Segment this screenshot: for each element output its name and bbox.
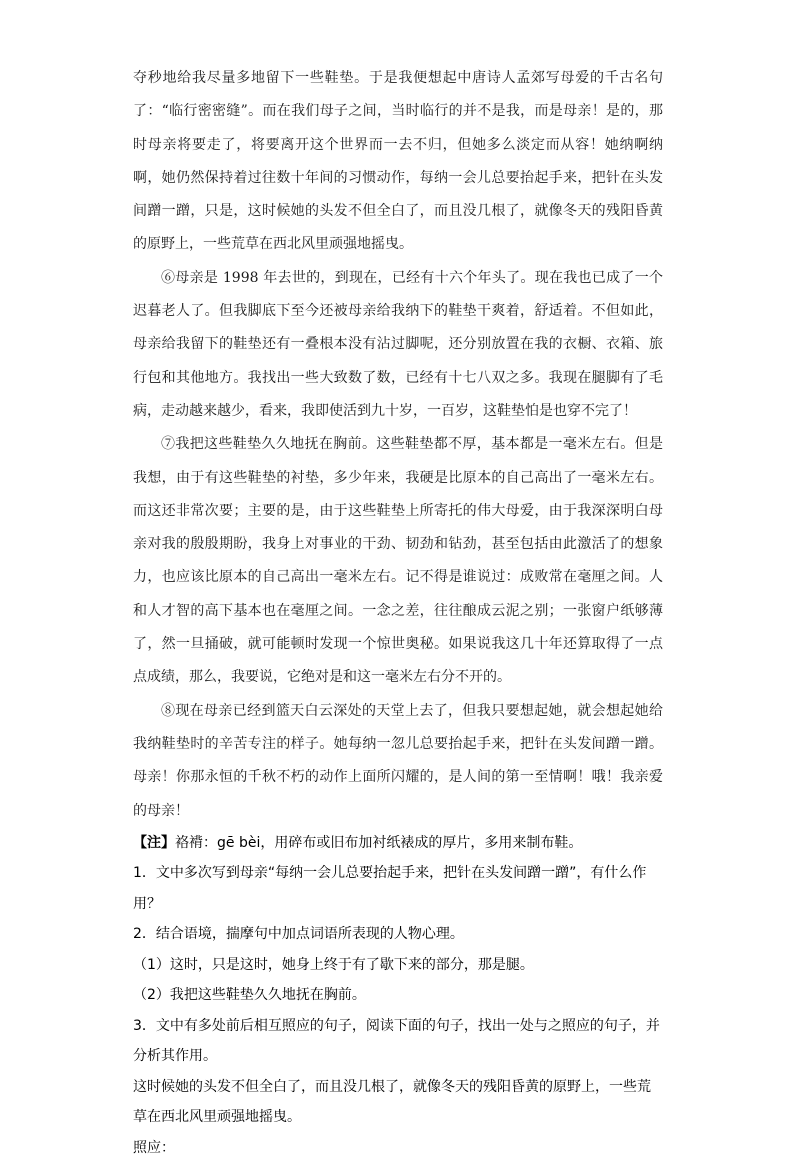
question-3-quoted-sentence: 这时候她的头发不但全白了，而且没几根了，就像冬天的残阳昏黄的原野上，一些荒草在西北风里顽强地摇曳。 [133, 1078, 651, 1126]
article-paragraph-5-continued: 夺秒地给我尽量多地留下一些鞋垫。于是我便想起中唐诗人孟郊写母爱的千古名句了：“临行密密缝”。而在我们母子之间，当时临行的并不是我，而是母亲！是的，那时母亲将要走了，将要离开这个世界而一去不归，但她多么淡定而从容！她纳啊纳啊，她仍然保持着过往数十年间的习惯动作，每纳一会儿总要抬起手来，把针在头发间蹭一蹭，只是，这时候她的头发不但全白了，而且没几根了，就像冬天的残阳昏黄的原野上，一些荒草在西北风里顽强地摇曳。 [133, 70, 663, 253]
questions-section [133, 828, 663, 1163]
question-3: 3．文中有多处前后相互照应的句子，阅读下面的句子，找出一处与之照应的句子，并分析其作用。 [133, 1017, 660, 1065]
page-content [133, 62, 663, 1163]
question-2-item-2: （2）我把这些鞋垫久久地抚在胸前。 [133, 987, 366, 1004]
question-1: 1．文中多次写到母亲“每纳一会儿总要抬起手来，把针在头发间蹭一蹭”，有什么作用？ [133, 865, 647, 912]
answer-label: 照应： [133, 1139, 175, 1156]
note-tag: 【注】 [133, 834, 175, 851]
question-2: 2．结合语境，揣摩句中加点词语所表现的人物心理。 [133, 926, 464, 943]
article-paragraph-8: ⑧现在母亲已经到篮天白云深处的天堂上去了，但我只要想起她，就会想起她给我纳鞋垫时的辛苦专注的样子。她每纳一忽儿总要抬起手来，把针在头发间蹭一蹭。母亲！你那永恒的千秋不朽的动作上面所闪耀的，是人间的第一至情啊！哦！我亲爱的母亲！ [133, 702, 663, 819]
annotation-note [133, 828, 663, 859]
note-text: 袼褙：gē bèi，用碎布或旧布加衬纸裱成的厚片，多用来制布鞋。 [175, 834, 583, 851]
article-paragraph-6: ⑥母亲是 1998 年去世的，到现在，已经有十六个年头了。现在我也已成了一个迟暮老人了。但我脚底下至今还被母亲给我纳下的鞋垫干爽着，舒适着。不但如此，母亲给我留下的鞋垫还有一叠根本没有沾过脚呢，还分别放置在我的衣橱、衣箱、旅行包和其他地方。我找出一些大致数了数，已经有十七八双之多。我现在腿脚有了毛病，走动越来越少，看来，我即使活到九十岁，一百岁，这鞋垫怕是也穿不完了！ [133, 269, 663, 419]
question-2-item-1: （1）这时，只是这时，她身上终于有了歇下来的部分，那是腿。 [133, 956, 534, 973]
article-paragraph-7: ⑦我把这些鞋垫久久地抚在胸前。这些鞋垫都不厚，基本都是一毫米左右。但是我想，由于有这些鞋垫的衬垫，多少年来，我硬是比原本的自己高出了一毫米左右。而这还非常次要；主要的是，由于这些鞋垫上所寄托的伟大母爱，由于我深深明白母亲对我的殷殷期盼，我身上对事业的干劲、韧劲和钻劲，甚至包括由此激活了的想象力，也应该比原本的自己高出一毫米左右。记不得是谁说过：成败常在毫厘之间。人和人才智的高下基本也在毫厘之间。一念之差，往往酿成云泥之别；一张窗户纸够薄了，然一旦捅破，就可能顿时发现一个惊世奥秘。如果说我这几十年还算取得了一点点成绩，那么，我要说，它绝对是和这一毫米左右分不开的。 [133, 436, 663, 686]
